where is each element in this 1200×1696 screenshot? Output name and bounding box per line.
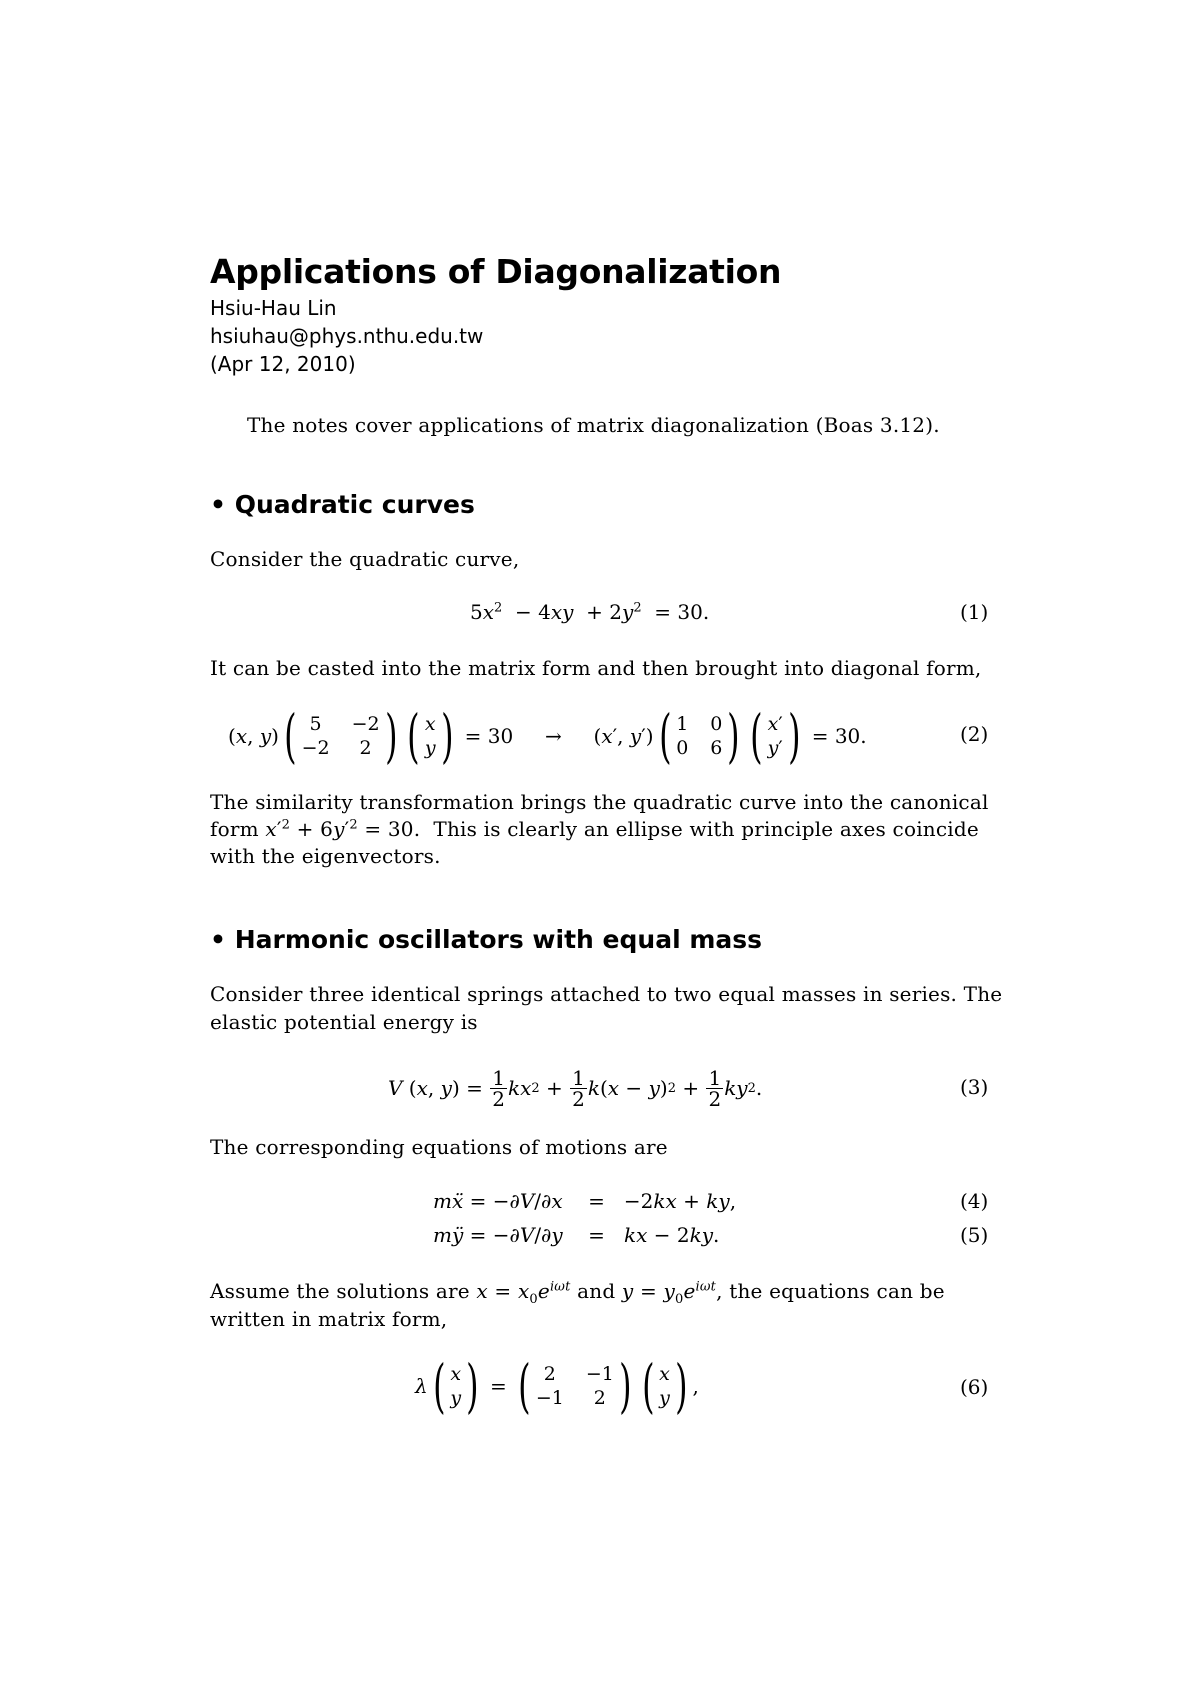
paragraph-line: form $x'^2 + 6y'^2 = 30$. This is clearly an ellipse with principle axes coincide xyxy=(210,817,979,841)
bullet-icon: • xyxy=(210,925,226,954)
matrix: ( 1 0 0 6 ) xyxy=(658,702,740,770)
paragraph: The similarity transformation brings the quadratic curve into the canonical xyxy=(210,790,989,814)
paragraph: It can be casted into the matrix form and then brought into diagonal form, xyxy=(210,656,982,680)
paragraph: elastic potential energy is xyxy=(210,1010,478,1034)
equation-6: λ ( x y ) = ( 2 −1 −1 2 ) ( x y ) , xyxy=(415,1352,699,1420)
equation-number: (4) xyxy=(960,1189,989,1213)
intro-paragraph: The notes cover applications of matrix diagonalization (Boas 3.12). xyxy=(247,413,940,437)
fraction: $\frac{1}{2}$ xyxy=(708,1065,722,1111)
equation-number: (1) xyxy=(960,600,989,624)
equation-number: (5) xyxy=(960,1223,989,1247)
paragraph: The corresponding equations of motions are xyxy=(210,1135,668,1159)
equation-number: (6) xyxy=(960,1375,989,1399)
paragraph: Consider the quadratic curve, xyxy=(210,547,520,571)
equation-number: (2) xyxy=(960,722,989,746)
text-fragment: and xyxy=(577,1279,616,1303)
equation-4: mẍ = −∂V/∂x = −2kx + ky, xyxy=(433,1189,737,1213)
section-heading-quadratic-curves xyxy=(210,490,475,519)
equation-5: mÿ = −∂V/∂y = kx − 2ky. xyxy=(433,1223,720,1247)
fraction: $\frac{1}{2}$ xyxy=(492,1065,505,1111)
text-fragment: form xyxy=(210,817,259,841)
paper-title: Applications of Diagonalization xyxy=(210,252,782,291)
vector: ( x y ) xyxy=(432,1352,479,1420)
bullet-icon: • xyxy=(210,490,226,519)
section-heading-label: Quadratic curves xyxy=(234,490,475,519)
equation-2: ( x , y ) ( 5 −2 −2 2 ) ( x y ) = 30 → ( x ′, y ′) ( 1 0 0 6 ) ( x′ y′ ) = 30. xyxy=(228,702,867,770)
paragraph: Consider three identical springs attached to two equal masses in series. The xyxy=(210,982,1003,1006)
matrix: ( 5 −2 −2 2 ) xyxy=(284,702,398,770)
text-fragment: Assume the solutions are xyxy=(210,1279,470,1303)
vector: ( x y ) xyxy=(641,1352,688,1420)
text-fragment: , the equations can be xyxy=(716,1279,945,1303)
paragraph: written in matrix form, xyxy=(210,1307,448,1331)
matrix: ( 2 −1 −1 2 ) xyxy=(518,1352,632,1420)
author-name: Hsiu-Hau Lin xyxy=(210,296,337,320)
paragraph-line: Assume the solutions are $x = x_0e^{i\omega t}$ and $y = y_0e^{i\omega t}$, the equations can be xyxy=(210,1279,945,1307)
text-fragment: This is clearly an ellipse with principle axes coincide xyxy=(433,817,979,841)
vector: ( x y ) xyxy=(407,702,454,770)
equation-number: (3) xyxy=(960,1075,989,1099)
section-heading-harmonic-oscillators xyxy=(210,925,762,954)
paper-date: (Apr 12, 2010) xyxy=(210,352,356,376)
equation-3: V ( x , y ) = $\frac{1}{2}$ kx 2 + $\frac{1}{2}$ k ( x − y ) 2 + $\frac{1}{2}$ ky 2 . xyxy=(388,1065,763,1111)
section-heading-label: Harmonic oscillators with equal mass xyxy=(234,925,763,954)
paragraph: with the eigenvectors. xyxy=(210,844,441,868)
author-email: hsiuhau@phys.nthu.edu.tw xyxy=(210,324,484,348)
equation-1: $5x^2 - 4xy + 2y^2 = 30$. xyxy=(470,600,710,624)
vector: ( x′ y′ ) xyxy=(750,702,801,770)
fraction: $\frac{1}{2}$ xyxy=(572,1065,585,1111)
